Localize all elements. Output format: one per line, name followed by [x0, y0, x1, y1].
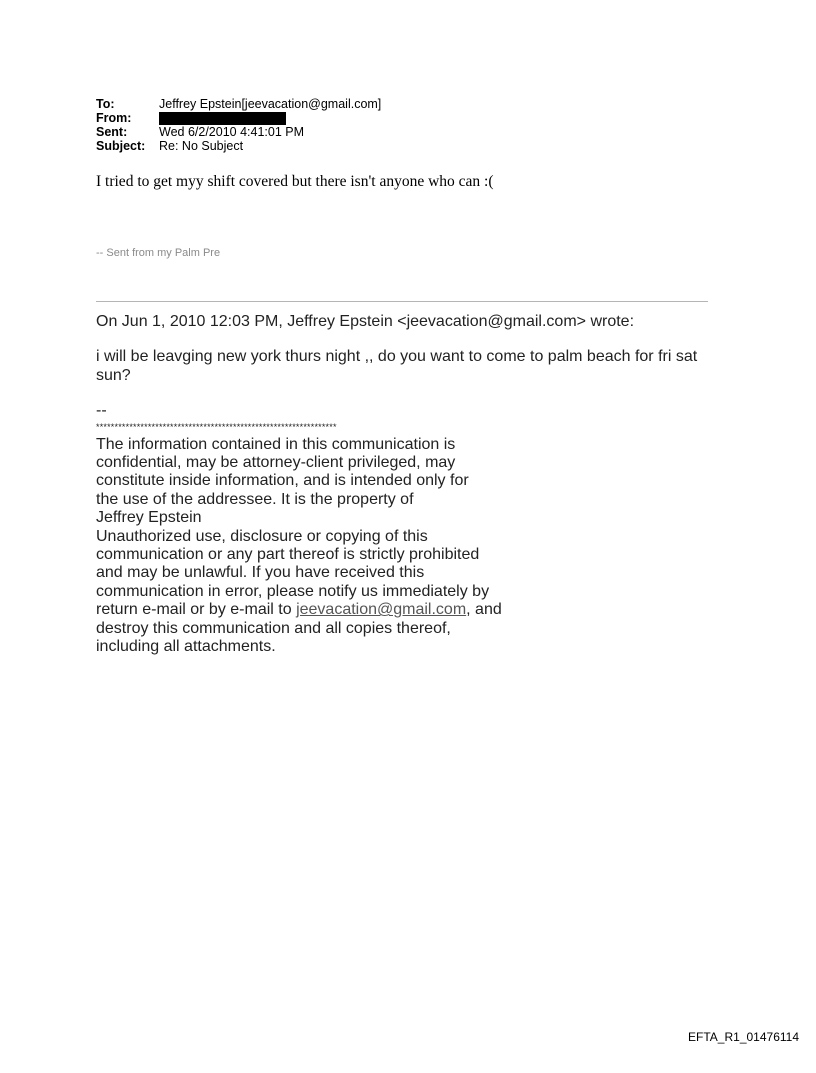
disclaimer-return-line: [96, 601, 536, 619]
quoted-intro: On Jun 1, 2010 12:03 PM, Jeffrey Epstein <jeevacation@gmail.com> wrote:: [96, 313, 635, 330]
disclaimer-line: and may be unlawful. If you have received this: [96, 564, 425, 582]
disclaimer-line: constitute inside information, and is intended only for: [96, 472, 469, 490]
document-id: EFTA_R1_01476114: [688, 1030, 799, 1044]
return-suffix: , and: [466, 601, 502, 619]
to-row: [96, 97, 696, 111]
disclaimer-line: including all attachments.: [96, 638, 276, 656]
disclaimer-line: The information contained in this communication is: [96, 435, 456, 453]
message-body: I tried to get myy shift covered but there isn't anyone who can :(: [96, 173, 494, 190]
signature-dash: --: [96, 402, 107, 420]
quoted-text-line-2: sun?: [96, 366, 131, 384]
disclaimer-line: the use of the addressee. It is the property of: [96, 490, 414, 508]
disclaimer-line: Jeffrey Epstein: [96, 509, 202, 527]
email-link[interactable]: jeevacation@gmail.com: [296, 601, 467, 619]
quoted-text-line-1: i will be leavging new york thurs night ,, do you want to come to palm beach for fri sat: [96, 348, 698, 366]
disclaimer-line: confidential, may be attorney-client privileged, may: [96, 454, 456, 472]
disclaimer: [96, 436, 536, 657]
disclaimer-line: destroy this communication and all copies thereof,: [96, 619, 451, 637]
subject-value: Re: No Subject: [159, 139, 244, 153]
signature-stars: *****************************************************************: [96, 421, 337, 432]
to-label: To:: [96, 97, 115, 111]
quoted-text: [96, 348, 716, 385]
message-signature: -- Sent from my Palm Pre: [96, 247, 221, 259]
from-row: [96, 111, 696, 125]
subject-label: Subject:: [96, 139, 146, 153]
disclaimer-line: communication in error, please notify us immediately by: [96, 582, 490, 600]
sent-row: [96, 125, 696, 139]
from-label: From:: [96, 111, 132, 125]
quoted-message: [96, 313, 716, 657]
from-redaction: [159, 112, 286, 125]
disclaimer-line: Unauthorized use, disclosure or copying of this: [96, 527, 428, 545]
return-prefix: return e-mail or by e-mail to: [96, 601, 297, 619]
sent-label: Sent:: [96, 125, 128, 139]
to-value: Jeffrey Epstein[jeevacation@gmail.com]: [159, 97, 382, 111]
email-header: [96, 97, 696, 153]
sent-value: Wed 6/2/2010 4:41:01 PM: [159, 125, 305, 139]
subject-row: [96, 139, 696, 153]
quote-divider: [96, 301, 708, 302]
disclaimer-line: communication or any part thereof is strictly prohibited: [96, 546, 480, 564]
